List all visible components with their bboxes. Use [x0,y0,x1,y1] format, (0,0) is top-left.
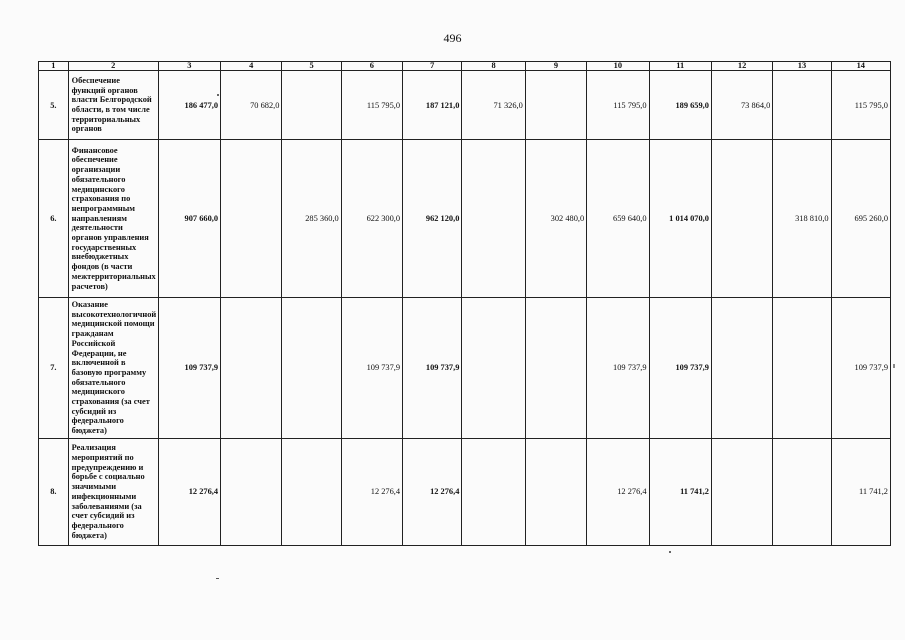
cell-value [462,438,525,545]
cell-value: 186 477,0 [158,71,220,140]
column-header: 9 [525,62,586,71]
column-numbers-row [39,62,891,71]
cell-value: 115 795,0 [587,71,649,140]
cell-value: 962 120,0 [403,140,462,298]
column-header: 5 [282,62,341,71]
cell-value: 12 276,4 [341,438,402,545]
cell-value [773,438,831,545]
cell-value [282,71,341,140]
page-number: 496 [443,31,462,45]
row-name: Оказание высокотехнологичной медицинской помощи гражданам Российской Федерации, не включенной в базовую программу обязательного медицинского страхования (за счет субсидий из федерального бюджета) [68,298,158,439]
cell-value: 659 640,0 [587,140,649,298]
cell-value: 285 360,0 [282,140,341,298]
row-name: Обеспечение функций органов власти Белгородской области, в том числе территориальных органов [68,71,158,140]
row-name: Финансовое обеспечение организации обязательного медицинского страхования по непрограммным направлениям деятельности органов управления государственных внебюджетных фондов (в части межтерриториальных расчетов) [68,140,158,298]
cell-value [462,298,525,439]
column-header: 2 [68,62,158,71]
budget-table [38,61,891,546]
cell-value [282,298,341,439]
cell-value: 189 659,0 [649,71,711,140]
cell-value: 907 660,0 [158,140,220,298]
cell-value: 11 741,2 [831,438,890,545]
cell-value: 302 480,0 [525,140,586,298]
cell-value [221,298,282,439]
column-header: 3 [158,62,220,71]
cell-value: 12 276,4 [587,438,649,545]
cell-value: 73 864,0 [711,71,772,140]
row-number: 5. [39,71,69,140]
cell-value: 109 737,9 [831,298,890,439]
cell-value: 1 014 070,0 [649,140,711,298]
row-number: 7. [39,298,69,439]
cell-value: 12 276,4 [403,438,462,545]
cell-value: 318 810,0 [773,140,831,298]
cell-value [221,438,282,545]
cell-value: 71 326,0 [462,71,525,140]
cell-value: 70 682,0 [221,71,282,140]
column-header: 12 [711,62,772,71]
scan-speck [216,578,219,579]
cell-value: 12 276,4 [158,438,220,545]
column-header: 13 [773,62,831,71]
cell-value: 115 795,0 [831,71,890,140]
column-header: 7 [403,62,462,71]
cell-value: 622 300,0 [341,140,402,298]
table-row [39,140,891,298]
row-name: Реализация мероприятий по предупреждению и борьбе с социально значимыми инфекционными заболеваниями (за счет субсидий из федерального бюджета) [68,438,158,545]
column-header: 11 [649,62,711,71]
cell-value: 109 737,9 [158,298,220,439]
scan-speck [893,364,895,368]
cell-value [525,298,586,439]
cell-value [711,438,772,545]
column-header: 10 [587,62,649,71]
column-header: 14 [831,62,890,71]
scan-speck [669,551,671,553]
cell-value: 115 795,0 [341,71,402,140]
column-header: 4 [221,62,282,71]
scan-speck [217,94,219,96]
cell-value [221,140,282,298]
cell-value [282,438,341,545]
cell-value: 109 737,9 [341,298,402,439]
cell-value [525,438,586,545]
table-row [39,438,891,545]
table-row [39,71,891,140]
cell-value [525,71,586,140]
table-row [39,298,891,439]
row-number: 8. [39,438,69,545]
column-header: 8 [462,62,525,71]
cell-value [773,298,831,439]
cell-value [462,140,525,298]
cell-value: 11 741,2 [649,438,711,545]
cell-value [773,71,831,140]
column-header: 1 [39,62,69,71]
row-number: 6. [39,140,69,298]
cell-value: 695 260,0 [831,140,890,298]
cell-value: 109 737,9 [403,298,462,439]
cell-value [711,298,772,439]
column-header: 6 [341,62,402,71]
cell-value: 109 737,9 [649,298,711,439]
cell-value [711,140,772,298]
cell-value: 109 737,9 [587,298,649,439]
cell-value: 187 121,0 [403,71,462,140]
